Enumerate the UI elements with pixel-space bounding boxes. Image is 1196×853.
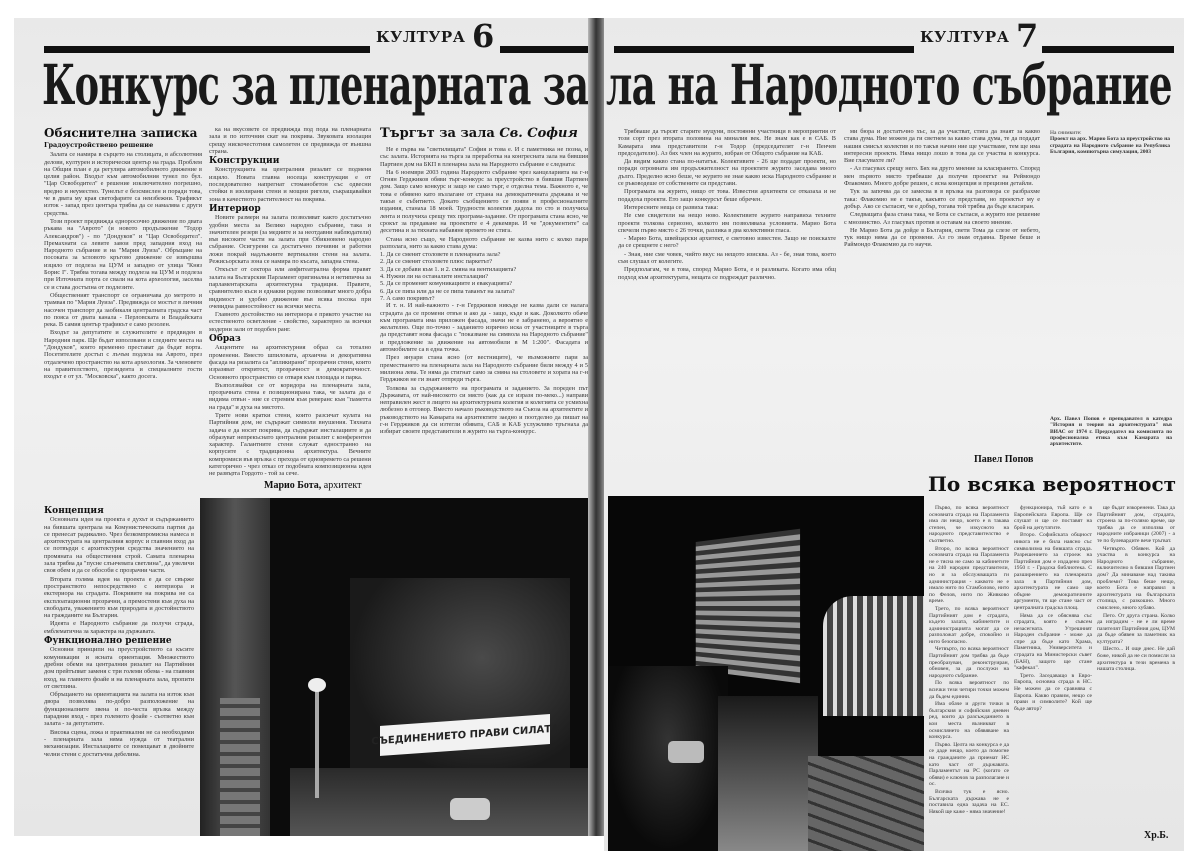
paragraph: Общественият транспорт се ограничава до метрото и трамвая по "Мария Луиза". Предвижда се мостът в личния насочен транспорт да заобикаля централната градска част по пояса от двата канала - Перловската и Владайската река. В самия център трафикът е само резолен. [44, 291, 202, 329]
author-role: архитект [323, 480, 362, 491]
concept-heading: Концепция [44, 506, 104, 516]
article-column-2 [1014, 505, 1092, 845]
paragraph: - Марио Бота, швейцарски архитект, е световно известен. Защо не поискахте да се срещнете с него? [618, 235, 836, 250]
list-item: 1. Да се сменят столовете в пленарната зала? [380, 251, 501, 259]
caption-text: Проект на арх. Марио Бота за преустройство на сградата на Народното събрание на Република България, компютърна симулация, 2003 [1050, 136, 1170, 155]
constructions-heading: Конструкции [209, 156, 280, 167]
list-item: 7. А само покривът? [380, 294, 435, 302]
paragraph: Основни принципи на преустройството са късите комуникации и ясната ориентация. Множеството дребни обеми на централния ризалит на Партийния дом прейтъпват заменя с три големи обема - на главния вход, на главното фоайе и на пленарната зала, пропити от светлина. [44, 646, 194, 690]
author-caption [1050, 416, 1172, 466]
paragraph: - Аз гласувах срещу него. Бях на друго мнение за класирането. Според мен първото място трябваше да получи проектът на Реймондо Флакомио. Много добре решен, с ясна концепция и прецизни детайли. [844, 165, 1040, 188]
car [450, 798, 490, 820]
explanatory-column [44, 142, 202, 502]
article-signature: Хр.Б. [1144, 830, 1169, 841]
author-name: Марио Бота, [264, 480, 322, 491]
paragraph: Възползвайки се от коридора на пленарната зала, прозрачната стена е позиционирана така, че залата да е видима отвън - ние се стремим към реверанс към "паметта на града" и духа на мястото. [209, 381, 371, 411]
article-title: По всяка вероятност [928, 472, 1177, 496]
paragraph: На 6 ноември 2003 година Народното събрание чрез канцеларията на г-н Огнян Герджиков обяви търг-конкурс за преустройство в бившия Партиен дом. Защо само конкурс и защо не само търг, е отделна тема. Важното е, че това е обявено като възлагане от страна на демократичната държава и че такъв е събитието. Докато съобщението се появи в професионалните издания, станаха 18 моей. Трудности колектив дадоха по сто и получиха лента и получиха срещу тях програма-задание. От програмата стана ясно, че срокът за предаване на проектите е 4 декември. И че "документите" са десетина и за тяхната набавяне времето не стига. [380, 168, 588, 235]
paragraph: Новите размери на залата позволяват както достатъчно удобни места за Велико народно събрание, така и значителен резерв (за медиите и за неотдавни наблюдатели) във високите части на залата при Обикновено народно събрание. Осигурени са достатъчно почивни и работни ложи покрай надлъжните вертикални стени на залата. Режисьорската зона се намира по късата, западна стена. [209, 214, 371, 266]
paragraph: Четвърто, по всяка вероятност Партийният дом трябва да бъде преобразуван, реконструиран, обновен, за да послужи на народното събрание. [929, 646, 1009, 679]
paragraph: Няма да се обяснява със сградата, която е съвсем незасегната. Утрешният Народен събрание - може да спре да бъде като Храма, Паметника, Университета и сградата на Министерски съвет (БАН), защото ще стане "кафекал". [1014, 612, 1092, 672]
interview-column-1 [618, 128, 836, 492]
list-item: 2. Да се сменят столовете плюс паркетът? [380, 258, 493, 266]
paragraph: Входът за депутатите и служителите е предвиден в Народния парк. Ще бъдат използвани и следните места на "Дондуков", които временно престават да бъдат ворта. Посетителите достъп с лъчъм подлеза на Аврото, през отдалечено пространство на кота археология. За членовете на правителството, президента и специалните гости входът е от ул. "Московска", както досега. [44, 329, 202, 381]
street [290, 768, 590, 836]
photo-caption [1050, 130, 1170, 180]
paragraph: Основната идея на проекта е духът и съдържанието на бившата централа на Комунистическата партия да се пренесат радикално. Чрез безкомпромисна намеса в архитектурата на централния корпус и главния вход да се потвърди с архитектурни средства значението на промяната на обществения строй. Самата пленарна зала трябва да "пусне слънчевата светлина", да увеличи своя обем и да се обособи с прозрачни части. [44, 516, 194, 575]
paragraph: Шесто... И още днес. Не дай боже, никой да не си помисли за архитектура в тези времена в нашата столица. [1097, 646, 1175, 673]
paragraph: ще бъдат изкоренени. Така да Партийният дом, сградата, строена за по-голямо време, ще трябва да се използва от народните избраници (2007) - а те по булевардите вече тръгват. [1097, 505, 1175, 544]
paragraph: Второ. Софийската общност никога не е била наясно със символизма на бившата сграда. Разрешението за строеж на Партийния дом е издадено през 1950 г. - Градска библиотека. С разширението на пленарната зала в Партийния дом, архитектурата не само ще обърне демократичните аргументи, тя ще стане част от централната градска площ. [1014, 532, 1092, 611]
title-italic: Св. София [499, 126, 578, 141]
paragraph: Предполагам, че в това, според Марио Бота, е и разликата. Когато има общ подход към архитектурата, нещата се подреждат различно. [618, 266, 836, 281]
paragraph: Висока сцена, ложа и практикални не са необходими - пленарната зала няма нужда от театрални механизации. Инсталациите се помещават в двойните челни стени с достатъчна дебелина. [44, 728, 194, 758]
paragraph: Този проект предвижда едноpосочно движение по двата ръкава на "Аврото" (и новото продължение "Тодор Александров") - по "Дондуков" и "Цар Освободител". Премахнати са левите завои пред западния вход на Народното събрание и на "Мария Луиза". Обръщане на посоката за ъгловото кръгово движение се извършва изцяло от подлеза на ЦУМ и западно от улица "Княз Борис I". Трябва тогава между подлеза на ЦУМ и подлеза при Източната порта се свали на кота археология, заселва се и става достъпна от подлезите. [44, 217, 202, 291]
paragraph: По всяка вероятност по всички тези четири точки можем да бъдем единни. [929, 680, 1009, 700]
author-caption-text: Арх. Павел Попов е преподавател в катедра "История и теория на архитектурата" във ВИАС от 1974 г. Председател на комисията по професионална етика към Камарата на архитектите. [1050, 416, 1172, 448]
paragraph: Не е първа на "светилищата" София и това е. И с паметника не позна, и със залата. Историята на търга за преработка на конгресната зала на бившия Партиен дом на БКП в пленарна зала на Народното събрание е следната: [380, 146, 588, 168]
paragraph: Всичко тук е ясно. Българската държава не е поставила една задача на ЕС. Някой ще каже - няма значение! [929, 788, 1009, 815]
article-column-1 [929, 505, 1009, 845]
paragraph: Да видим какво стана по-нататък. Колективите - 26 ще подадат проекти, но поради огромната им продължителност на проектите журито заседава много дълго. Пределно ясно беше, че журито не знае какво иска Народното събрание и се ръководеше от собствените си представи. [618, 158, 836, 188]
lamp-light [308, 678, 326, 692]
question-list [380, 251, 588, 302]
author-signature: Павел Попов [974, 454, 1034, 465]
middle-column [209, 126, 371, 476]
paragraph: Стана ясно също, че Народното събрание не казва нито с колко пари разполага, нито за какво става дума: [380, 235, 588, 250]
image-heading: Образ [209, 334, 241, 345]
concept-column [44, 505, 194, 830]
paragraph: Акцентите на архитектурния образ са тотално променени. Вместо шпиловата, архаична и декоративна фасада на ризалита са "апликирани" прозрачни стени, които изразяват откритост, прозрачност и демократичност. Основното пространство се отваря към площада и парка. [209, 344, 371, 381]
right-newspaper-page [604, 18, 1184, 851]
paragraph: Трето. Заседаващо в Евро-Европа, основна сграда в НС. Не можем да се сравнява с Европа. Какво правим, нещо се прави и символите? Кой ще бъде автор? [1014, 672, 1092, 712]
night-building-photo [200, 498, 592, 836]
paragraph: Четвърто. Обявен. Кой да участва в конкурса на Народното събрание, включително в бившия Партиен дом? Да минаваме над такива проблеми? Това беше нещо, което Бота е направил в архитектурата на българската столица, с разкошно. Много смислено, много хубаво. [1097, 545, 1175, 611]
paragraph: Тук за започва да се замесва в в връзка на разговора се разбрахме така: Флакомио не е такъв, какъвто се представя, но проектът му е добър. Ако се съгласят, че е добър, тогава той трябва да бъде класиран. [844, 188, 1040, 210]
paragraph: ка на вкусовете се предвижда под пода на пленарната зала и по източния скат на покрива. Звуковата изолация срещу нискочестотния самолетен се предвижда от външна страна. [209, 126, 371, 155]
sofia-column [380, 146, 588, 486]
left-newspaper-page [14, 18, 592, 836]
interior-heading: Интериор [209, 203, 261, 214]
paragraph: Първо. Целта на конкурса е да се даде нещо, което да помогне на гражданите да приемат НС като част от държавата. Парламентът на РС (когато се обяви) е ключов за разполагане и ос. [929, 741, 1009, 788]
paragraph: И т. н. И най-важното - г-н Герджиков никъде не казва дали се налага сградата да се промени отвън и ако да - защо, къде и как. Доколкото обаче към програмата има приложен фасада, значи не е забранено, а вероятно е желателно. Още по-точно - заданието изрично иска от участниците в търга да представят нова фасада с "показване на символа на Народното събрание" и предложение за движение на автомобили в М 1:200". Фасадата и автомобилите са в една точка. [380, 302, 588, 354]
paragraph: Следващата фаза стана така, че Бота се съгласи, а журито взе решение с мнозинство. Аз гласувах против и оставам на своето мнение. [844, 211, 1040, 226]
paragraph: Залата се намира в сърцето на столицата, в абсолютния делови, културен и исторически център на града. Проблем на Общия план е да регулира автомобилното движение в целия район. Входът към автомобилния тунел по бул. "Цар Освободител" е решение изключително погрешно, вредно и неуместно. Тунелът е безсмислен и поради това, че в двата му края светофарите са неизбежни. Трафикът изток - запад през центъра трябва да се намалява с други средства. [44, 151, 202, 217]
list-item: 4. Нужни ли на останалите инсталации? [380, 273, 489, 281]
functional-heading: Функционално решение [44, 636, 172, 647]
article-column-3 [1097, 505, 1175, 825]
paragraph: Второ, по всяка вероятност основната сграда на Парламента не е тясна не само за кабинетите на 240 народни представители, но и за обслужващата ги администрация - каквото не е имало нито по Стамболово, нито по Фелов, нито по Живково време. [929, 545, 1009, 605]
paragraph: Трябваше да търсят старите муцуни, постоянни участници в мероприятия от този сорт през втората половина на миналия век. Не знам как е в САБ. В Камарата има представители г-н Тодор (председателят г-н Пенчев председателю). Аз бях член на журито, избран от Общото събрание на КАБ. [618, 128, 836, 157]
car [668, 741, 704, 763]
page-number: 7 [1016, 18, 1039, 55]
sofia-title [380, 126, 578, 141]
paragraph: Първо, по всяка вероятност основната сграда на Парламента има ли нещо, което е в такава степен, че изкусното на народното представителство е съответно. [929, 505, 1009, 544]
paragraph: Толкова за съдържанието на програмата и заданието. За пореден път Държавата, от най-високото си място (как да се изразя по-меко...) направи неправилен жест в лицето на архитектурната колегия и колегията се усмихна любезно в отговор. Вместо начало ръководството на Съюза на архитектите и ръководството на Камарата на архитектите заедно и поотделно да пишат на г-н Герджиков да си изтегли обявата, САБ и КАБ услужливо тръгнаха да избират своите представители в журито на търга-конкурс. [380, 384, 588, 436]
paragraph: ми бюра и достатъчно хъс, за да участват, стига да знаят за какво става дума. Ние можем да ги светнем за какво става дума, те да подадат нашия смисъл колектив и по такъв начин ние ще участваме, тем ще има интересни проекти. Няма нищо лошо в това да се участва в конкурса. Вие гласувахте ли? [844, 128, 1040, 165]
title-plain: Търгът за зала [380, 126, 495, 141]
explanatory-title: Обяснителна записка [44, 126, 198, 140]
paragraph: - Зная, ние сме човек, чийто вкус на нещото изисква. Аз - бе, зная това, което съм слушал от колегите. [618, 250, 836, 266]
interview-column-2 [844, 128, 1040, 448]
section-label: КУЛТУРА [376, 28, 466, 46]
paragraph: Пето. От друга страна. Колко да изградим - не е ли време пазителят Партийния дом, ЦУМ да бъде обявен за паметник на културата? [1097, 612, 1175, 645]
paragraph: Идеята е Народното събрание да получи сграда, емблематична за характера на държавата. [44, 620, 194, 635]
list-item: 5. Да се променят комуникациите и евакуацията? [380, 280, 513, 288]
paragraph: Втората голяма идея на проекта е да се свърже пространството непосредствено с интериора и екстериора на сградата. Покривите на покрива не са експлоатационни прозрачни, а премостени към духа на свободата, уважението към природата и достойнството на гражданите на България. [44, 575, 194, 620]
author-signature [264, 480, 361, 491]
stone-wall [808, 756, 924, 851]
paragraph: Не Марио Бота да дойде в България, свети Тома да слезе от небето, тук нищо няма да се промени. Аз го знам отдавна. Време беше и Раймондо Флакомио да го научи. [844, 226, 1040, 249]
paragraph: Обръщането на ориентацията на залата на изток към двора позволява по-добро разположение на функционалните звена и по-честа връзка между парадния вход - през големото фоайе - съответно към залата - за депутатите. [44, 691, 194, 728]
parliament-night-photo [608, 496, 924, 851]
paragraph: Трите нови кратки стени, които разсичат кулата на Партийния дом, не съдържат символи внушения. Тяхната задача е да носят покрива, да съдържат инсталациите и да образуват непрекъснато централния ризалит с конферентен характер. Галантните стени служат едностранно на корпусите с традиционна архитектура. Вечните компромиси във връзка с прехода от едновремето са решени категорично - чрез отказ от подобната композиционна идея не развърта Гордото - той за сече. [209, 411, 371, 476]
paragraph: Трето, по всяка вероятност Партийният дом е сградата, където залата, кабинетите и администрацията могат да се разположат добре, спокойно и нито безопасно. [929, 605, 1009, 645]
stone-wall [220, 698, 260, 836]
street-lamp [315, 688, 319, 798]
list-item: 3. Да се добави към 1. и 2. смяна на вентилацията? [380, 265, 517, 273]
paragraph: През януари стана ясно (от вестниците), че възможните пари за преместването на пленарната зала на Народното събрание били между 4 и 5 милиона лева. Те няма да стигнат само за смяна на столовете и хората на г-н Герджиков не ги знаят отпреди търга. [380, 354, 588, 384]
building-inscription: СЪЕДИНЕНИЕТО ПРАВИ СИЛАТА [380, 714, 550, 756]
street [718, 696, 818, 851]
page-number: 6 [472, 18, 495, 55]
section-label: КУЛТУРА [920, 28, 1010, 46]
paragraph: Интересните неща се развиха така: [624, 203, 719, 211]
explanatory-subtitle: Градоустройствено решение [44, 142, 154, 149]
paragraph: функционира, тъй като е в Европейската Европа. Ще се слушат и ще се поставят на брой на депутатите. [1014, 505, 1092, 531]
paragraph: Откъсът от сектора или амфитеатрална форма правят залата на Българския Парламент оригинална и нетипична за парламентарската архитектурна традиция. Правите, сравнително къси и еднакви редове позволяват много добра видимост и удобно движение във всяка посока при очевидна равностойност на всички места. [209, 266, 371, 310]
list-item: 6. Да се пипа или да не се пипа таванът на залата? [380, 287, 515, 295]
caption-label: На снимките: [1050, 130, 1082, 136]
paragraph: Не сме свидетели на нещо ново. Колективите журито направиха техните проекти толкова сериозно, колкото им позволяваха условията. Марио Бота спечели първо място с 26 точки, разлика в два колективни гласа. [618, 212, 836, 234]
paragraph: Има обаче и други точки в българския и софийския дневен ред, които да разсъжданието в кои места възникват в осмислянето на обявяване на конкурса. [929, 701, 1009, 741]
rotunda-building [823, 596, 924, 716]
paragraph: Програмата на журито, нищо от това. Известни архитекти се отказаха и не подадоха проекти. Ето защо конкурсът беше обречен. [618, 188, 836, 203]
headline-left: Конкурс за пленарната за [42, 52, 589, 118]
paragraph: Главното достойнство на интериора е прякото участие на естественото осветление - свойство, характерно за всички модерни зали от подобен ранг. [209, 311, 371, 333]
headline-right: ла на Народното събрание [606, 52, 1172, 118]
paragraph: Конструкцията на централния ризалит се подменя изцяло. Новата главна носеща конструкция е от последователно напрегнат стоманобетон със одвесни стойки в изолирани стени и мощни ригели, съкращавайки зона в качеството растителност на покрива. [209, 166, 371, 203]
lit-building [696, 529, 800, 684]
